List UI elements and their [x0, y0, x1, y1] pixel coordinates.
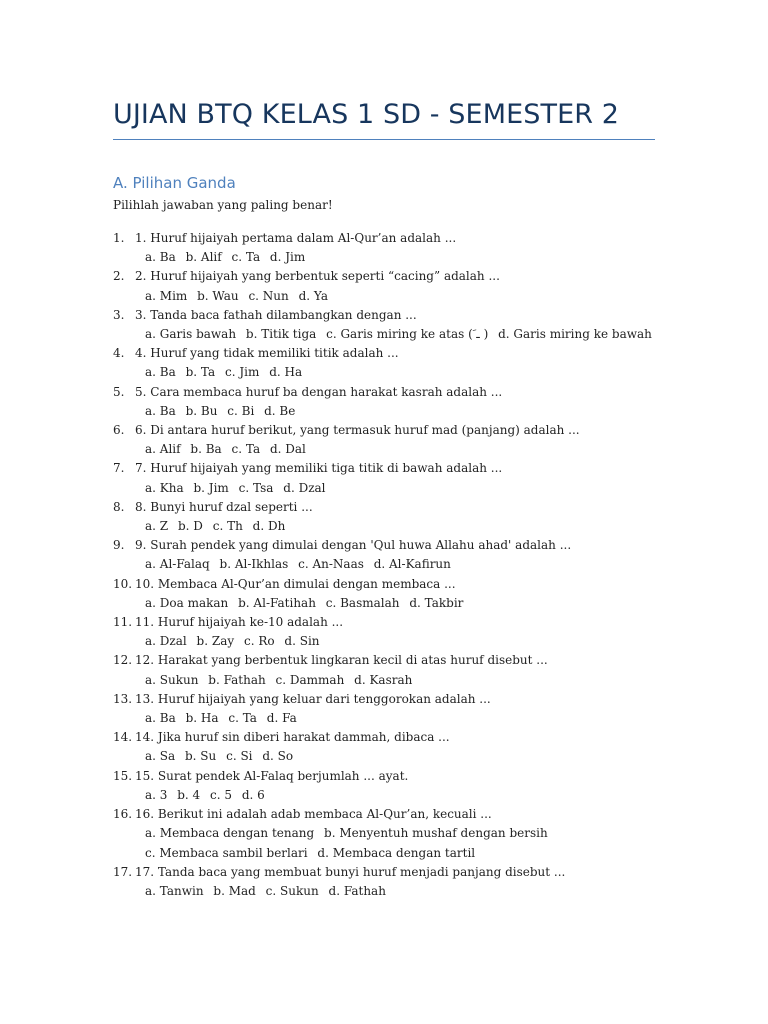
answer-option: b. Menyentuh mushaf dengan bersih: [324, 826, 548, 841]
question-item: [113, 863, 673, 901]
answer-option: a. 3: [145, 787, 168, 802]
answer-option: c. 5: [210, 787, 233, 802]
answer-option: a. Ba: [145, 365, 176, 380]
question-item: [113, 651, 673, 689]
question-text: 9. Surah pendek yang dimulai dengan 'Qul huwa Allahu ahad' adalah ...: [135, 538, 572, 553]
answer-option: c. Sukun: [265, 883, 319, 898]
question-number: 14.: [113, 730, 133, 745]
answer-option: a. Sukun: [145, 672, 199, 687]
question-number: 6.: [113, 423, 125, 438]
question-text: 10. Membaca Al-Qur’an dimulai dengan membaca ...: [135, 576, 456, 591]
question-text: 6. Di antara huruf berikut, yang termasuk huruf mad (panjang) adalah ...: [135, 423, 580, 438]
question-item: [113, 383, 673, 421]
question-item: [113, 344, 673, 382]
question-text: 17. Tanda baca yang membuat bunyi huruf menjadi panjang disebut ...: [135, 864, 566, 879]
answer-option: b. Bu: [185, 403, 218, 418]
question-item: [113, 229, 673, 267]
answer-option: a. Membaca dengan tenang: [145, 826, 315, 841]
answer-options: [135, 824, 673, 862]
answer-option: a. Tanwin: [145, 883, 204, 898]
answer-option: d. 6: [241, 787, 265, 802]
answer-option: d. Sin: [284, 634, 320, 649]
question-item: [113, 575, 673, 613]
answer-option: d. Ha: [269, 365, 303, 380]
question-number: 12.: [113, 653, 133, 668]
question-item: [113, 613, 673, 651]
answer-option: c. Ro: [243, 634, 275, 649]
answer-option: a. Mim: [145, 288, 188, 303]
question-number: 3.: [113, 307, 125, 322]
answer-option: d. Membaca dengan tartil: [317, 845, 476, 860]
answer-options: [135, 709, 673, 728]
answer-options: [135, 440, 673, 459]
question-item: [113, 690, 673, 728]
question-item: [113, 805, 673, 863]
answer-option: a. Kha: [145, 480, 184, 495]
answer-option: d. Dal: [269, 442, 306, 457]
answer-option: d. So: [262, 749, 294, 764]
answer-options: [135, 479, 673, 498]
question-text: 5. Cara membaca huruf ba dengan harakat kasrah adalah ...: [135, 384, 503, 399]
answer-option: b. Zay: [196, 634, 235, 649]
question-number: 4.: [113, 346, 125, 361]
question-number: 16.: [113, 807, 133, 822]
answer-option: d. Jim: [269, 250, 306, 265]
answer-option: b. Ha: [185, 711, 219, 726]
answer-option: b. Mad: [213, 883, 256, 898]
answer-option: c. Dammah: [275, 672, 345, 687]
page-title: UJIAN BTQ KELAS 1 SD - SEMESTER 2: [113, 99, 620, 130]
answer-option: c. Ta: [231, 250, 261, 265]
answer-option: d. Dzal: [283, 480, 326, 495]
question-text: 14. Jika huruf sin diberi harakat dammah, dibaca ...: [135, 730, 450, 745]
question-number: 17.: [113, 864, 133, 879]
question-item: [113, 767, 673, 805]
question-number: 10.: [113, 576, 133, 591]
answer-options: [135, 671, 673, 690]
answer-options: [135, 555, 673, 574]
answer-option: a. Ba: [145, 250, 176, 265]
answer-option: d. Garis miring ke bawah: [498, 327, 652, 342]
answer-option: d. Fathah: [328, 883, 386, 898]
answer-options: [135, 517, 673, 536]
answer-option: c. Jim: [224, 365, 260, 380]
answer-option: b. Al-Ikhlas: [219, 557, 289, 572]
answer-option: b. Alif: [185, 250, 222, 265]
question-item: [113, 536, 673, 574]
answer-option: b. D: [177, 519, 203, 534]
answer-options: [135, 287, 673, 306]
answer-option: d. Takbir: [409, 595, 464, 610]
answer-options: [135, 786, 673, 805]
answer-option: a. Alif: [145, 442, 181, 457]
question-item: [113, 267, 673, 305]
question-text: 4. Huruf yang tidak memiliki titik adalah ...: [135, 346, 399, 361]
answer-option: b. Wau: [197, 288, 239, 303]
question-text: 7. Huruf hijaiyah yang memiliki tiga titik di bawah adalah ...: [135, 461, 503, 476]
answer-option: c. Ta: [228, 711, 257, 726]
question-number: 9.: [113, 538, 125, 553]
answer-option: c. Nun: [248, 288, 289, 303]
question-number: 15.: [113, 768, 133, 783]
answer-option: c. Bi: [227, 403, 255, 418]
question-text: 2. Huruf hijaiyah yang berbentuk seperti “cacing” adalah ...: [135, 269, 500, 284]
answer-option: d. Al-Kafirun: [373, 557, 451, 572]
question-item: [113, 728, 673, 766]
question-number: 1.: [113, 231, 125, 245]
answer-option: a. Garis bawah: [145, 327, 237, 342]
answer-options: [135, 325, 673, 344]
answer-options: [135, 363, 673, 382]
answer-option: b. Su: [185, 749, 217, 764]
answer-option: d. Be: [264, 403, 296, 418]
answer-option: a. Al-Falaq: [145, 557, 210, 572]
question-text: 11. Huruf hijaiyah ke-10 adalah ...: [135, 615, 344, 630]
answer-option: c. Th: [212, 519, 243, 534]
answer-option: b. 4: [177, 787, 201, 802]
question-number: 7.: [113, 461, 125, 476]
answer-options: [135, 882, 673, 901]
question-text: 15. Surat pendek Al-Falaq berjumlah ... ayat.: [135, 768, 409, 783]
answer-option: a. Ba: [145, 403, 176, 418]
section-heading: A. Pilihan Ganda: [113, 174, 236, 192]
answer-option: a. Dzal: [145, 634, 187, 649]
answer-option: c. Garis miring ke atas ( َـ ): [326, 327, 489, 342]
answer-option: d. Kasrah: [354, 672, 413, 687]
question-item: [113, 306, 673, 344]
answer-option: b. Ta: [185, 365, 216, 380]
question-list: [113, 229, 673, 901]
question-item: [113, 498, 673, 536]
answer-options: [135, 632, 673, 651]
answer-option: d. Ya: [298, 288, 329, 303]
answer-options: [135, 402, 673, 421]
question-text: 1. Huruf hijaiyah pertama dalam Al-Qur’an adalah ...: [135, 231, 457, 245]
question-text: 13. Huruf hijaiyah yang keluar dari tenggorokan adalah ...: [135, 691, 491, 706]
answer-options: [135, 747, 673, 766]
answer-option: c. Si: [226, 749, 253, 764]
answer-option: b. Fathah: [208, 672, 266, 687]
answer-option: b. Al-Fatihah: [238, 595, 316, 610]
answer-options: [135, 248, 673, 267]
answer-option: c. An-Naas: [298, 557, 364, 572]
question-item: [113, 459, 673, 497]
answer-options: [135, 594, 673, 613]
question-text: 3. Tanda baca fathah dilambangkan dengan ...: [135, 307, 417, 322]
question-text: 8. Bunyi huruf dzal seperti ...: [135, 499, 313, 514]
question-number: 5.: [113, 384, 125, 399]
question-text: 12. Harakat yang berbentuk lingkaran kecil di atas huruf disebut ...: [135, 653, 548, 668]
answer-option: b. Ba: [190, 442, 222, 457]
answer-option: a. Doa makan: [145, 595, 229, 610]
answer-option: c. Basmalah: [325, 595, 400, 610]
question-item: [113, 421, 673, 459]
question-number: 8.: [113, 499, 125, 514]
instruction-text: Pilihlah jawaban yang paling benar!: [113, 198, 333, 212]
question-text: 16. Berikut ini adalah adab membaca Al-Qur’an, kecuali ...: [135, 807, 492, 822]
answer-option: a. Sa: [145, 749, 176, 764]
answer-option: b. Titik tiga: [245, 327, 317, 342]
title-divider: [113, 139, 655, 140]
question-number: 13.: [113, 691, 133, 706]
question-number: 2.: [113, 269, 125, 284]
answer-option: c. Membaca sambil berlari: [145, 845, 308, 860]
answer-option: b. Jim: [193, 480, 229, 495]
answer-option: d. Fa: [266, 711, 297, 726]
answer-option: c. Ta: [231, 442, 261, 457]
answer-option: c. Tsa: [238, 480, 274, 495]
answer-option: a. Ba: [145, 711, 176, 726]
question-number: 11.: [113, 615, 133, 630]
answer-option: d. Dh: [252, 519, 286, 534]
answer-option: a. Z: [145, 519, 169, 534]
